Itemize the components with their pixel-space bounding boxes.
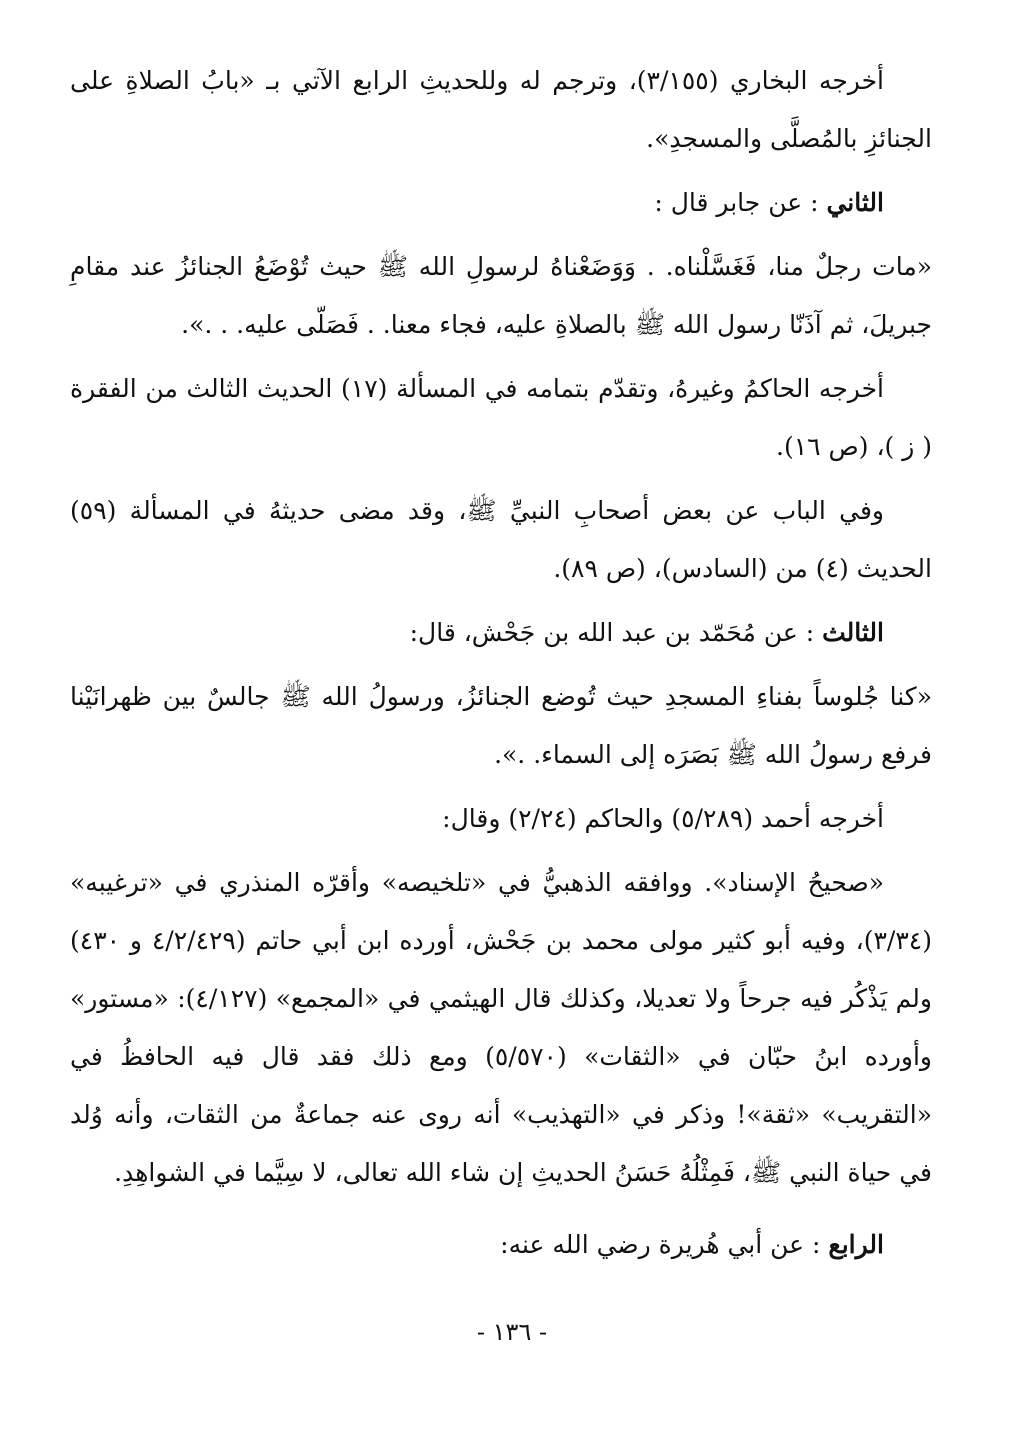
third-hadith-commentary: «صحيحُ الإسناد». ووافقه الذهبيُّ في «تلخيصه» وأقرّه المنذري في «ترغيبه» (٣/٣٤)، وفيه أبو كثير مولى محمد بن جَحْش، أورده ابن أبي حاتم (٤/٢/٤٢٩ و ٤٣٠) ولم يَذْكُر فيه جرحاً ولا تعديلا، وكذلك قال الهيثمي في «المجمع» (٤/١٢٧): «مستور» وأورده ابنُ حبّان في «الثقات» (٥/٥٧٠) ومع ذلك فقد قال فيه الحافظُ في «التقريب» «ثقة»! وذكر في «التهذيب» أنه روى عنه جماعةٌ من الثقات، وأنه وُلد في حياة النبي ﷺ، فَمِثْلُهُ حَسَنُ الحديثِ إن شاء الله تعالى، لا سِيَّما في الشواهِدِ. xyxy=(70,868,933,1187)
second-hadith-narrator: : عن جابر قال : xyxy=(654,188,819,217)
second-hadith-quote: «مات رجلٌ منا، فَغَسَّلْناه. . وَوَضَعْناهُ لرسولِ الله ﷺ حيث تُوْضَعُ الجنائزُ عند مقامِ جبريلَ، ثم آذَنّا رسول الله ﷺ بالصلاةِ عليه، فجاء معنا. . فَصَلّى عليه. . .». xyxy=(70,252,932,339)
third-hadith-heading xyxy=(70,604,932,662)
page-body xyxy=(70,52,932,1280)
third-hadith-label: الثالث xyxy=(822,618,884,647)
page-number: - ١٣٦ - xyxy=(476,1318,548,1346)
intro-paragraph: أخرجه البخاري (٣/١٥٥)، وترجم له وللحديثِ الرابع الآتي بـ «بابُ الصلاةِ على الجنائزِ بالمُصلَّى والمسجدِ». xyxy=(70,66,932,153)
second-hadith-source: أخرجه الحاكمُ وغيرهُ، وتقدّم بتمامه في المسألة (١٧) الحديث الثالث من الفقرة ( ز )، (ص ١٦). xyxy=(70,374,932,461)
third-hadith-quote: «كنا جُلوساً بفناءِ المسجدِ حيث تُوضع الجنائزُ، ورسولُ الله ﷺ جالسٌ بين ظهرانَيْنا فرفع رسولُ الله ﷺ بَصَرَه إلى السماء. .». xyxy=(70,682,932,769)
fourth-hadith-narrator: : عن أبي هُريرة رضي الله عنه: xyxy=(500,1230,821,1259)
second-hadith-label: الثاني xyxy=(826,188,884,217)
third-hadith-source: أخرجه أحمد (٥/٢٨٩) والحاكم (٢/٢٤) وقال: xyxy=(442,804,884,833)
second-hadith-extra: وفي الباب عن بعض أصحابِ النبيِّ ﷺ، وقد مضى حديثهُ في المسألة (٥٩) الحديث (٤) من (السادس)، (ص ٨٩). xyxy=(70,496,932,583)
third-hadith-narrator: : عن مُحَمّد بن عبد الله بن جَحْش، قال: xyxy=(409,618,815,647)
second-hadith-heading xyxy=(70,174,932,232)
fourth-hadith-heading xyxy=(70,1216,932,1274)
fourth-hadith-label: الرابع xyxy=(828,1230,884,1259)
